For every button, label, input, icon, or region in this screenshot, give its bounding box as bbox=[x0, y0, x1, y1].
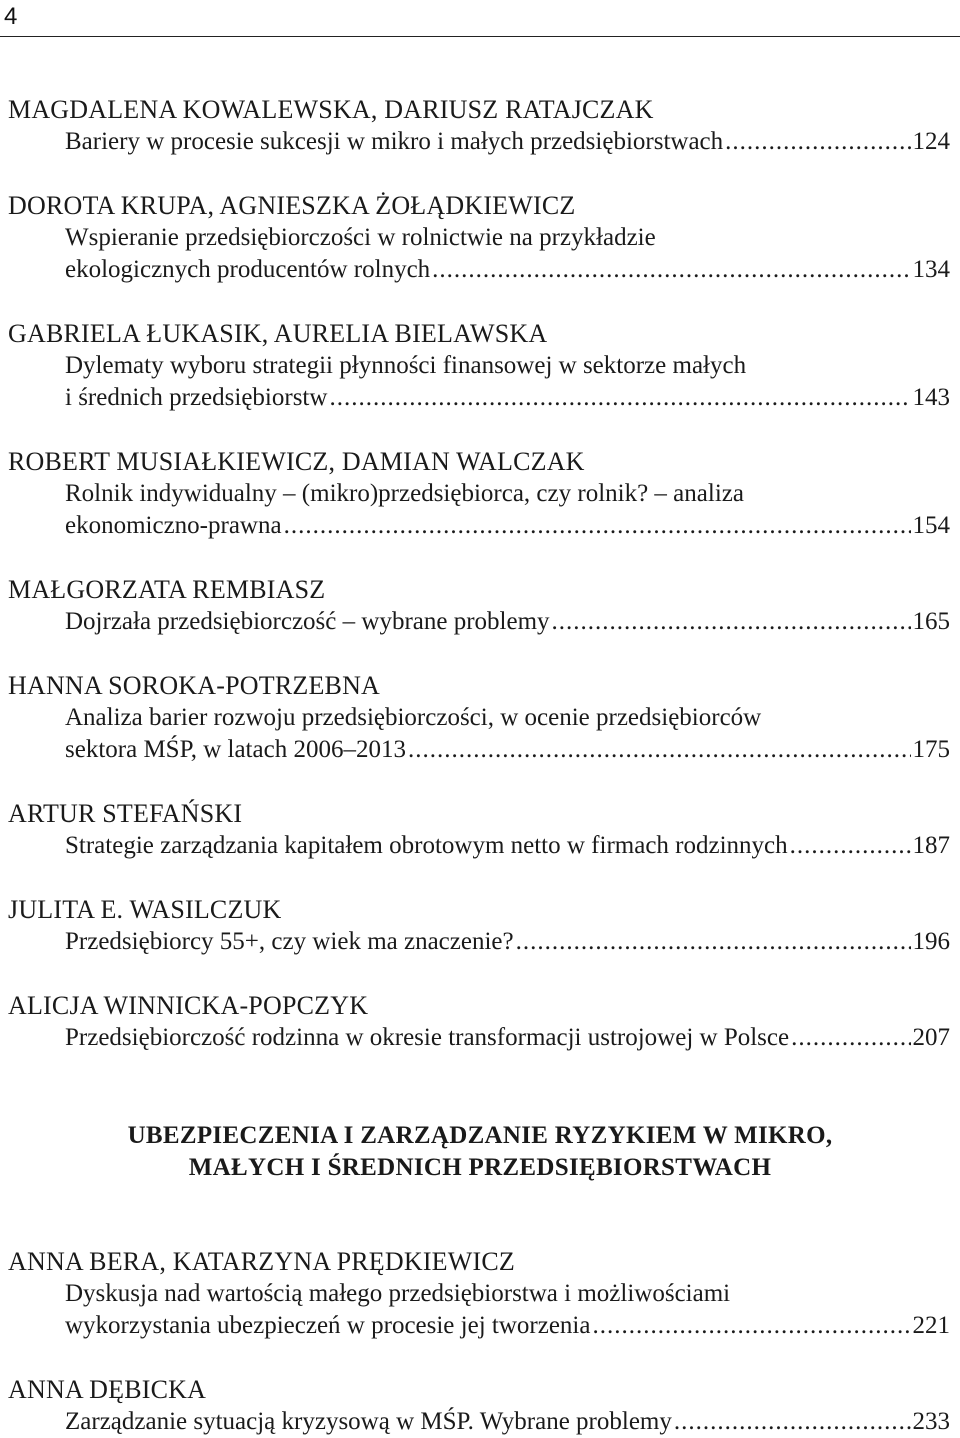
entry-title-line: Dyskusja nad wartością małego przedsiębiorstwa i możliwościami bbox=[65, 1280, 731, 1307]
entry-title: i średnich przedsiębiorstw bbox=[65, 384, 328, 411]
entry-authors: MAŁGORZATA REMBIASZ bbox=[8, 575, 326, 604]
entry-title: Przedsiębiorcy 55+, czy wiek ma znaczenie? bbox=[65, 928, 514, 955]
toc-entry[interactable] bbox=[8, 990, 950, 1054]
entry-title: ekonomiczno-prawna bbox=[65, 512, 282, 539]
entry-title-row bbox=[65, 830, 950, 862]
dot-leader bbox=[790, 830, 911, 862]
toc-entry[interactable] bbox=[8, 670, 950, 766]
section-heading-line: MAŁYCH I ŚREDNICH PRZEDSIĘBIORSTWACH bbox=[188, 1154, 772, 1181]
entry-title-row bbox=[65, 734, 950, 766]
toc-entry[interactable] bbox=[8, 798, 950, 862]
entry-title: wykorzystania ubezpieczeń w procesie jej tworzenia bbox=[65, 1312, 591, 1339]
toc-entry[interactable] bbox=[8, 894, 950, 958]
entry-page-number: 233 bbox=[912, 1408, 950, 1435]
entry-title-row bbox=[65, 510, 950, 542]
entry-title-row bbox=[65, 126, 950, 158]
dot-leader bbox=[674, 1406, 911, 1438]
toc-entry[interactable] bbox=[8, 1374, 950, 1438]
entry-title-row bbox=[65, 1406, 950, 1438]
entry-title-row bbox=[65, 254, 950, 286]
dot-leader bbox=[725, 126, 910, 158]
entry-page-number: 175 bbox=[912, 736, 950, 763]
entry-page-number: 124 bbox=[912, 128, 950, 155]
section-heading-line: UBEZPIECZENIA I ZARZĄDZANIE RYZYKIEM W MIKRO, bbox=[127, 1122, 833, 1149]
entry-title-row bbox=[65, 1022, 950, 1054]
toc-entry[interactable] bbox=[8, 446, 950, 542]
entry-authors: ROBERT MUSIAŁKIEWICZ, DAMIAN WALCZAK bbox=[8, 447, 585, 476]
entry-title-row bbox=[65, 1310, 950, 1342]
entry-title-line: Rolnik indywidualny – (mikro)przedsiębiorca, czy rolnik? – analiza bbox=[65, 480, 744, 507]
entry-title-line: Analiza barier rozwoju przedsiębiorczości, w ocenie przedsiębiorców bbox=[65, 704, 762, 731]
toc-entry[interactable] bbox=[8, 190, 950, 286]
entry-page-number: 196 bbox=[912, 928, 950, 955]
dot-leader bbox=[791, 1022, 910, 1054]
dot-leader bbox=[329, 382, 910, 414]
page-header bbox=[0, 0, 960, 37]
entry-authors: ANNA DĘBICKA bbox=[8, 1375, 207, 1404]
entry-page-number: 187 bbox=[912, 832, 950, 859]
entry-authors: GABRIELA ŁUKASIK, AURELIA BIELAWSKA bbox=[8, 319, 548, 348]
dot-leader bbox=[432, 254, 910, 286]
entry-page-number: 154 bbox=[912, 512, 950, 539]
dot-leader bbox=[284, 510, 911, 542]
dot-leader bbox=[408, 734, 911, 766]
entry-title-row bbox=[65, 926, 950, 958]
entry-authors: ALICJA WINNICKA-POPCZYK bbox=[8, 991, 369, 1020]
toc-entry[interactable] bbox=[8, 318, 950, 414]
entry-title-row bbox=[65, 382, 950, 414]
entry-title-row bbox=[65, 606, 950, 638]
entry-title: Dojrzała przedsiębiorczość – wybrane problemy bbox=[65, 608, 550, 635]
section-heading bbox=[0, 1120, 960, 1184]
entry-authors: HANNA SOROKA-POTRZEBNA bbox=[8, 671, 381, 700]
entry-page-number: 207 bbox=[912, 1024, 950, 1051]
entry-authors: DOROTA KRUPA, AGNIESZKA ŻOŁĄDKIEWICZ bbox=[8, 191, 576, 220]
entry-authors: JULITA E. WASILCZUK bbox=[8, 895, 282, 924]
entry-page-number: 143 bbox=[912, 384, 950, 411]
entry-authors: MAGDALENA KOWALEWSKA, DARIUSZ RATAJCZAK bbox=[8, 95, 654, 124]
entry-title: ekologicznych producentów rolnych bbox=[65, 256, 431, 283]
page-number: 4 bbox=[4, 3, 18, 30]
toc-entry[interactable] bbox=[8, 1246, 950, 1342]
entry-page-number: 134 bbox=[912, 256, 950, 283]
entry-title: Bariery w procesie sukcesji w mikro i małych przedsiębiorstwach bbox=[65, 128, 724, 155]
entry-title: Zarządzanie sytuacją kryzysową w MŚP. Wybrane problemy bbox=[65, 1408, 672, 1435]
entry-title-line: Dylematy wyboru strategii płynności finansowej w sektorze małych bbox=[65, 352, 747, 379]
entry-authors: ARTUR STEFAŃSKI bbox=[8, 799, 243, 828]
dot-leader bbox=[516, 926, 911, 958]
entry-title: sektora MŚP, w latach 2006–2013 bbox=[65, 736, 406, 763]
entry-title-line: Wspieranie przedsiębiorczości w rolnictwie na przykładzie bbox=[65, 224, 656, 251]
toc-entry[interactable] bbox=[8, 94, 950, 158]
entry-title: Strategie zarządzania kapitałem obrotowym netto w firmach rodzinnych bbox=[65, 832, 788, 859]
entry-authors: ANNA BERA, KATARZYNA PRĘDKIEWICZ bbox=[8, 1247, 515, 1276]
dot-leader bbox=[592, 1310, 910, 1342]
entry-page-number: 221 bbox=[912, 1312, 950, 1339]
entry-page-number: 165 bbox=[912, 608, 950, 635]
entry-title: Przedsiębiorczość rodzinna w okresie transformacji ustrojowej w Polsce bbox=[65, 1024, 790, 1051]
dot-leader bbox=[552, 606, 911, 638]
toc-entry[interactable] bbox=[8, 574, 950, 638]
